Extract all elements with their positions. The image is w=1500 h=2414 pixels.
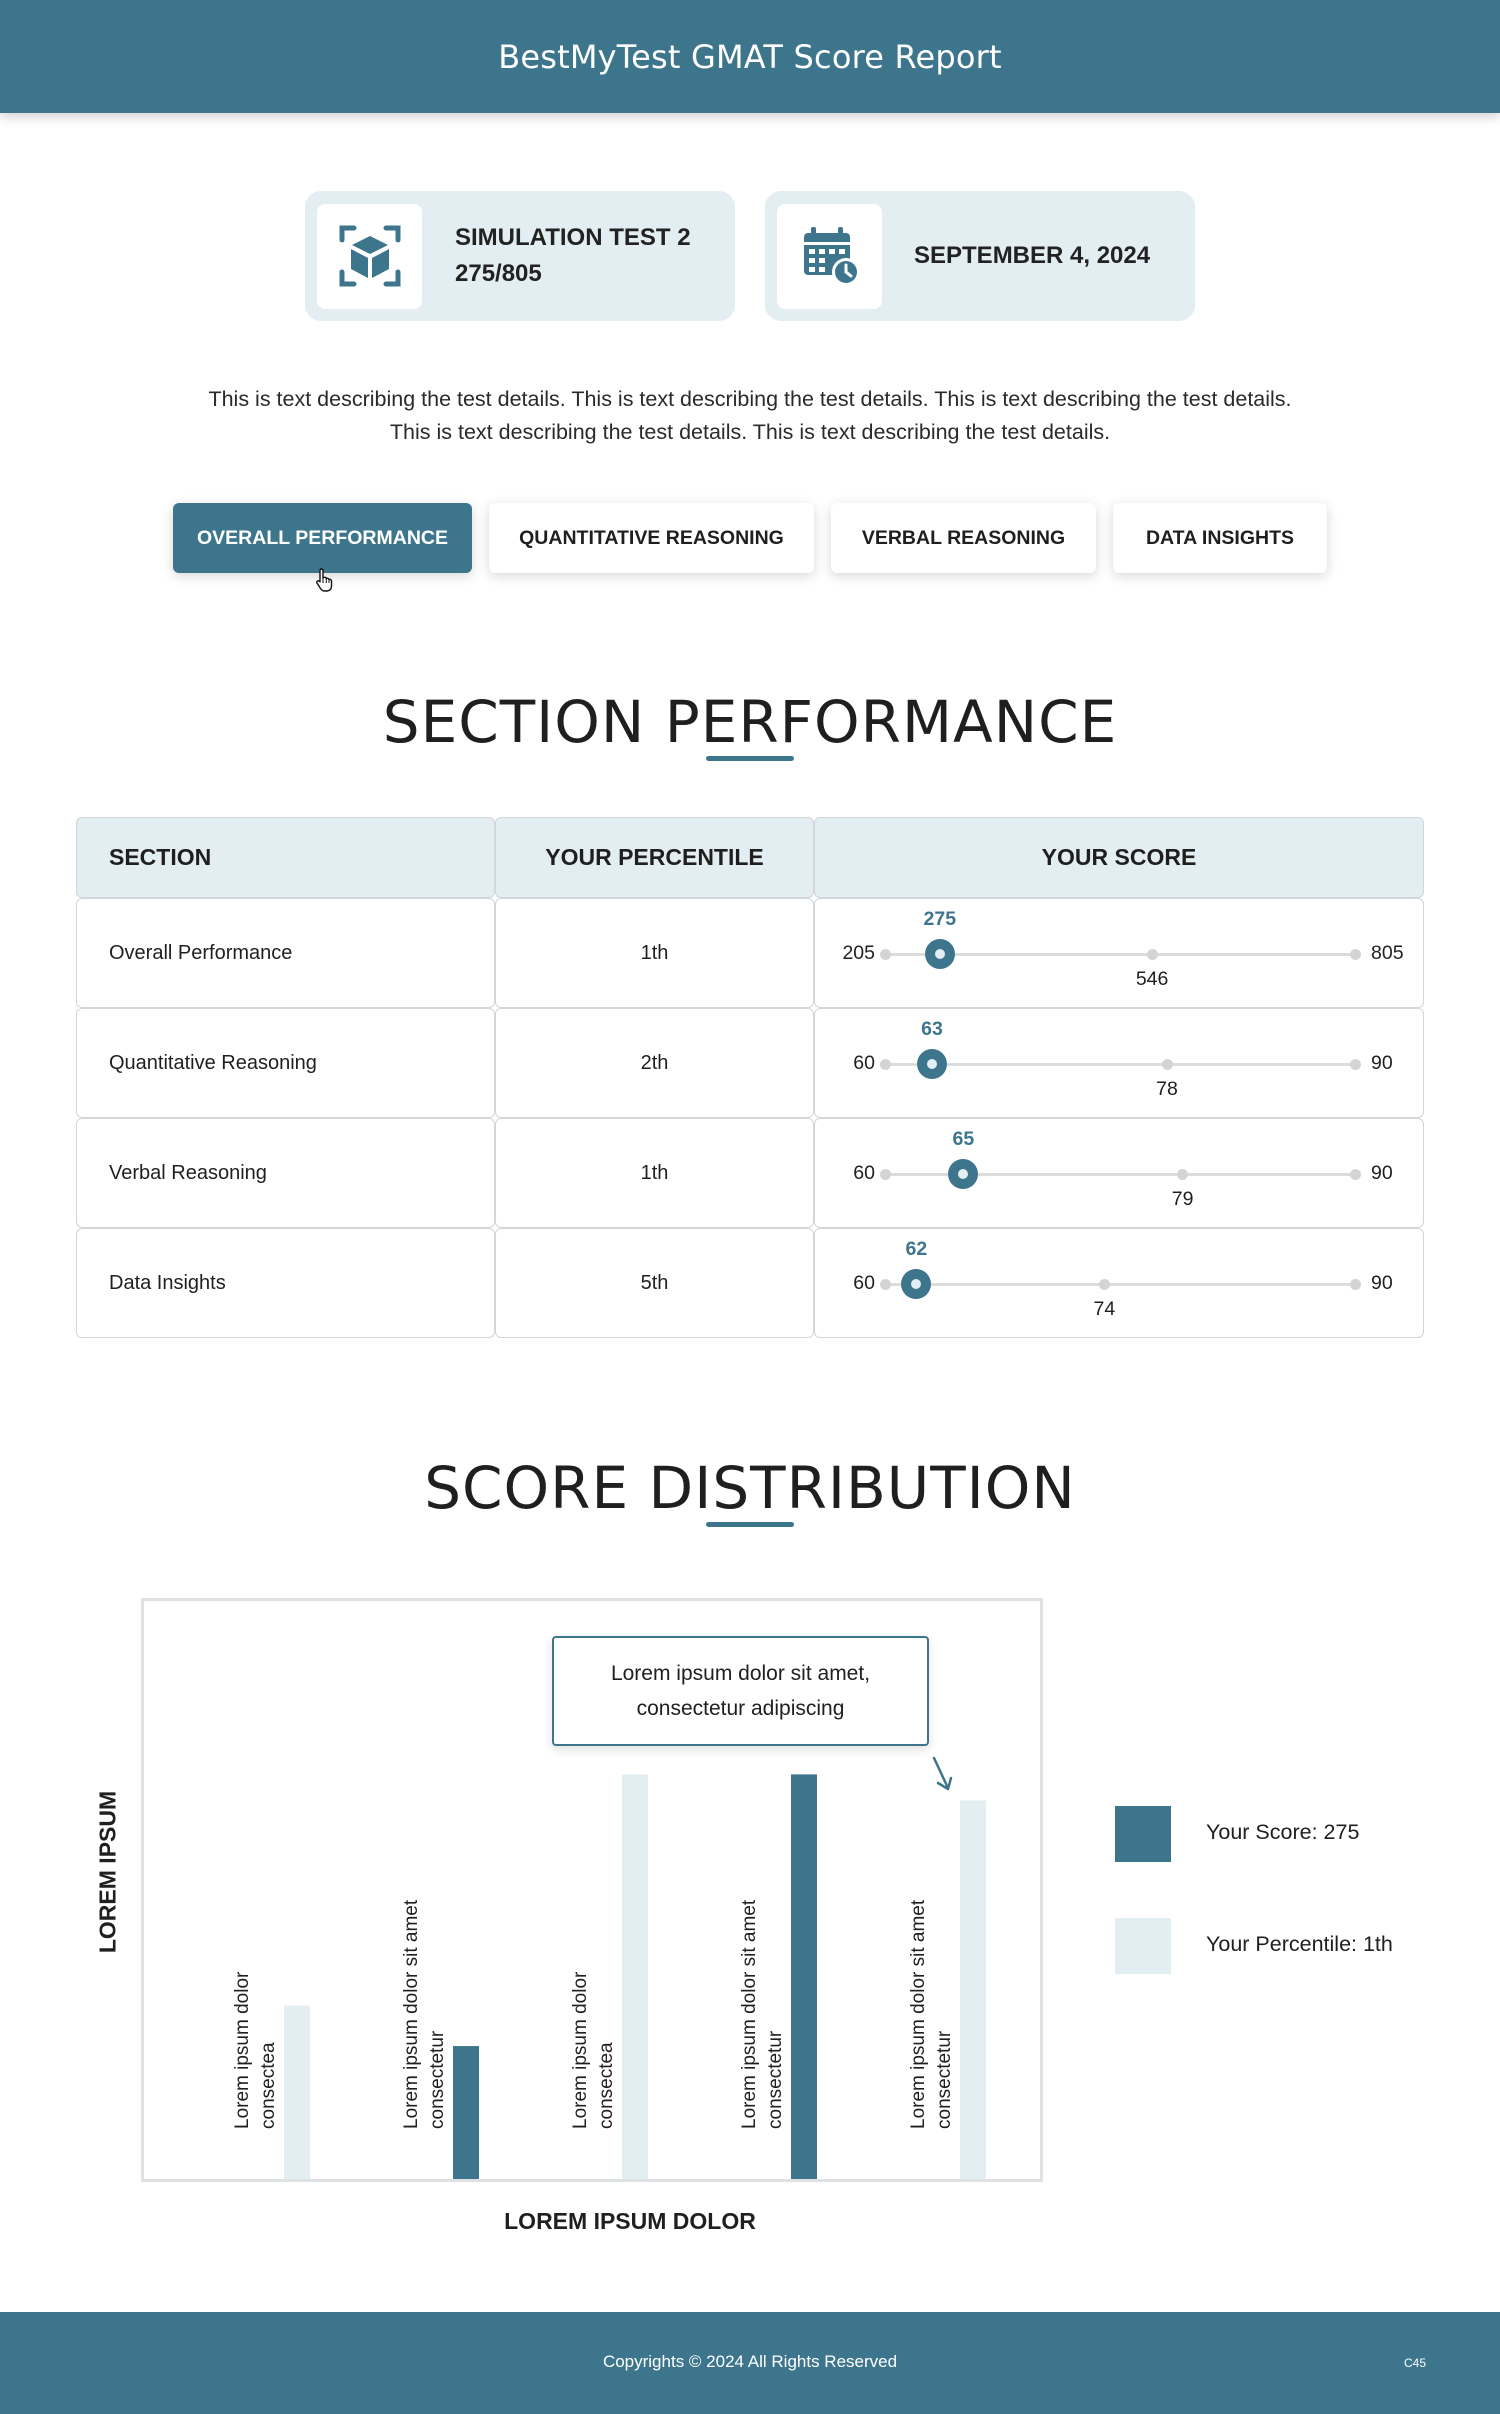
chart-category-label-5 bbox=[908, 1899, 955, 2129]
test-date-card bbox=[765, 191, 1195, 321]
test-info-card bbox=[305, 191, 735, 321]
slider-end-dot bbox=[880, 1059, 891, 1070]
header-percentile: YOUR PERCENTILE bbox=[495, 817, 814, 898]
average-marker bbox=[1147, 949, 1158, 960]
row-score-slider bbox=[814, 1118, 1424, 1228]
row-percentile: 5th bbox=[495, 1228, 814, 1338]
footer bbox=[0, 2312, 1500, 2414]
page-title: BestMyTest GMAT Score Report bbox=[498, 37, 1002, 76]
chart-category-label-1 bbox=[232, 1971, 279, 2129]
copyright-text: Copyrights © 2024 All Rights Reserved bbox=[602, 2352, 898, 2371]
chart-bar-4 bbox=[791, 1774, 817, 2179]
row-section-name bbox=[76, 1118, 495, 1228]
test-description bbox=[150, 383, 1350, 449]
tab-quantitative-reasoning[interactable]: QUANTITATIVE REASONING bbox=[489, 503, 814, 573]
average-marker bbox=[1099, 1279, 1110, 1290]
score-min: 60 bbox=[853, 1162, 875, 1184]
x-axis-label: LOREM IPSUM DOLOR bbox=[504, 2208, 756, 2234]
slider-end-dot bbox=[1350, 1279, 1361, 1290]
chart-category-text: Lorem ipsum dolor bbox=[232, 1971, 253, 2129]
row-score-slider bbox=[814, 898, 1424, 1008]
chart-bar-1 bbox=[284, 2006, 310, 2179]
slider-end-dot bbox=[880, 1169, 891, 1180]
legend-score-label: Your Score: 275 bbox=[1206, 1820, 1360, 1844]
row-percentile: 1th bbox=[495, 898, 814, 1008]
tooltip-arrow-icon bbox=[930, 1756, 958, 1794]
cube-scan-icon bbox=[317, 204, 422, 309]
score-max: 90 bbox=[1371, 1272, 1393, 1294]
average-score-value: 79 bbox=[1171, 1188, 1194, 1210]
chart-category-text: Lorem ipsum dolor sit amet bbox=[401, 1899, 422, 2129]
row-percentile: 1th bbox=[495, 1118, 814, 1228]
section-name: Verbal Reasoning bbox=[109, 1161, 267, 1184]
legend-percentile-swatch bbox=[1115, 1918, 1171, 1974]
row-score-slider bbox=[814, 1228, 1424, 1338]
legend-percentile-label: Your Percentile: 1th bbox=[1206, 1932, 1393, 1956]
description-line-1: This is text describing the test details. This is text describing the test details. This is text describing the test details. bbox=[208, 387, 1292, 411]
chart-category-label-3 bbox=[570, 1971, 617, 2129]
section-name: Overall Performance bbox=[109, 941, 293, 964]
slider-track bbox=[885, 1063, 1355, 1066]
header-section: SECTION bbox=[76, 817, 495, 898]
chart-category-label-2 bbox=[401, 1899, 448, 2129]
chart-category-text: Lorem ipsum dolor sit amet bbox=[739, 1899, 760, 2129]
average-score-value: 78 bbox=[1156, 1078, 1178, 1100]
average-score-value: 546 bbox=[1135, 968, 1169, 990]
test-date: SEPTEMBER 4, 2024 bbox=[914, 242, 1151, 269]
row-section-name bbox=[76, 1228, 495, 1338]
average-score-value: 74 bbox=[1093, 1298, 1116, 1320]
score-min: 60 bbox=[853, 1052, 875, 1074]
score-knob bbox=[948, 1159, 978, 1189]
row-section-name bbox=[76, 1008, 495, 1118]
row-score-slider bbox=[814, 1008, 1424, 1118]
score-min: 60 bbox=[853, 1272, 875, 1294]
chart-bar-2 bbox=[453, 2046, 479, 2179]
your-score-value: 62 bbox=[905, 1238, 928, 1260]
slider-end-dot bbox=[1350, 949, 1361, 960]
score-max: 90 bbox=[1371, 1052, 1393, 1074]
header-bar bbox=[0, 0, 1500, 113]
tab-data-insights[interactable]: DATA INSIGHTS bbox=[1113, 503, 1327, 573]
tab-overall-performance[interactable]: OVERALL PERFORMANCE bbox=[173, 503, 472, 573]
chart-bar-3 bbox=[622, 1774, 648, 2179]
y-axis-label: LOREM IPSUM bbox=[94, 1790, 121, 1954]
section-name: Data Insights bbox=[109, 1271, 226, 1294]
chart-category-text: consectea bbox=[258, 2042, 279, 2129]
test-score: 275/805 bbox=[455, 260, 542, 287]
your-score-value: 65 bbox=[952, 1128, 975, 1150]
chart-category-text: Lorem ipsum dolor bbox=[570, 1971, 591, 2129]
average-marker bbox=[1162, 1059, 1173, 1070]
average-marker bbox=[1177, 1169, 1188, 1180]
your-score-value: 63 bbox=[921, 1018, 943, 1040]
your-score-value: 275 bbox=[923, 908, 957, 930]
chart-category-text: consectetur bbox=[934, 2030, 955, 2129]
header-score: YOUR SCORE bbox=[814, 817, 1424, 898]
chart-bar-5 bbox=[960, 1800, 986, 2179]
hand-cursor-icon bbox=[314, 567, 336, 593]
score-knob bbox=[917, 1049, 947, 1079]
score-min: 205 bbox=[842, 942, 875, 964]
chart-category-text: consectetur bbox=[765, 2030, 786, 2129]
chart-tooltip: Lorem ipsum dolor sit amet, consectetur adipiscing bbox=[552, 1636, 929, 1746]
title-underline bbox=[706, 756, 794, 761]
section-tabs bbox=[0, 503, 1500, 573]
tab-verbal-reasoning[interactable]: VERBAL REASONING bbox=[831, 503, 1096, 573]
chart-category-text: consectetur bbox=[427, 2030, 448, 2129]
test-name: SIMULATION TEST 2 bbox=[455, 224, 691, 251]
score-knob bbox=[901, 1269, 931, 1299]
legend-score-swatch bbox=[1115, 1806, 1171, 1862]
row-section-name bbox=[76, 898, 495, 1008]
slider-end-dot bbox=[1350, 1059, 1361, 1070]
slider-end-dot bbox=[880, 949, 891, 960]
score-distribution-title: SCORE DISTRIBUTION bbox=[424, 1454, 1076, 1522]
footer-code: C45 bbox=[1403, 2356, 1426, 2370]
title-underline bbox=[706, 1522, 794, 1527]
score-max: 90 bbox=[1371, 1162, 1393, 1184]
row-percentile: 2th bbox=[495, 1008, 814, 1118]
slider-end-dot bbox=[880, 1279, 891, 1290]
score-max: 805 bbox=[1371, 942, 1404, 964]
description-line-2: This is text describing the test details. This is text describing the test details. bbox=[389, 420, 1111, 444]
section-performance-title: SECTION PERFORMANCE bbox=[382, 688, 1118, 756]
chart-category-text: consectea bbox=[596, 2042, 617, 2129]
score-knob bbox=[925, 939, 955, 969]
slider-track bbox=[885, 1283, 1355, 1286]
slider-track bbox=[885, 953, 1355, 956]
chart-category-label-4 bbox=[739, 1899, 786, 2129]
calendar-clock-icon bbox=[777, 204, 882, 309]
slider-end-dot bbox=[1350, 1169, 1361, 1180]
chart-category-text: Lorem ipsum dolor sit amet bbox=[908, 1899, 929, 2129]
section-name: Quantitative Reasoning bbox=[109, 1051, 317, 1074]
